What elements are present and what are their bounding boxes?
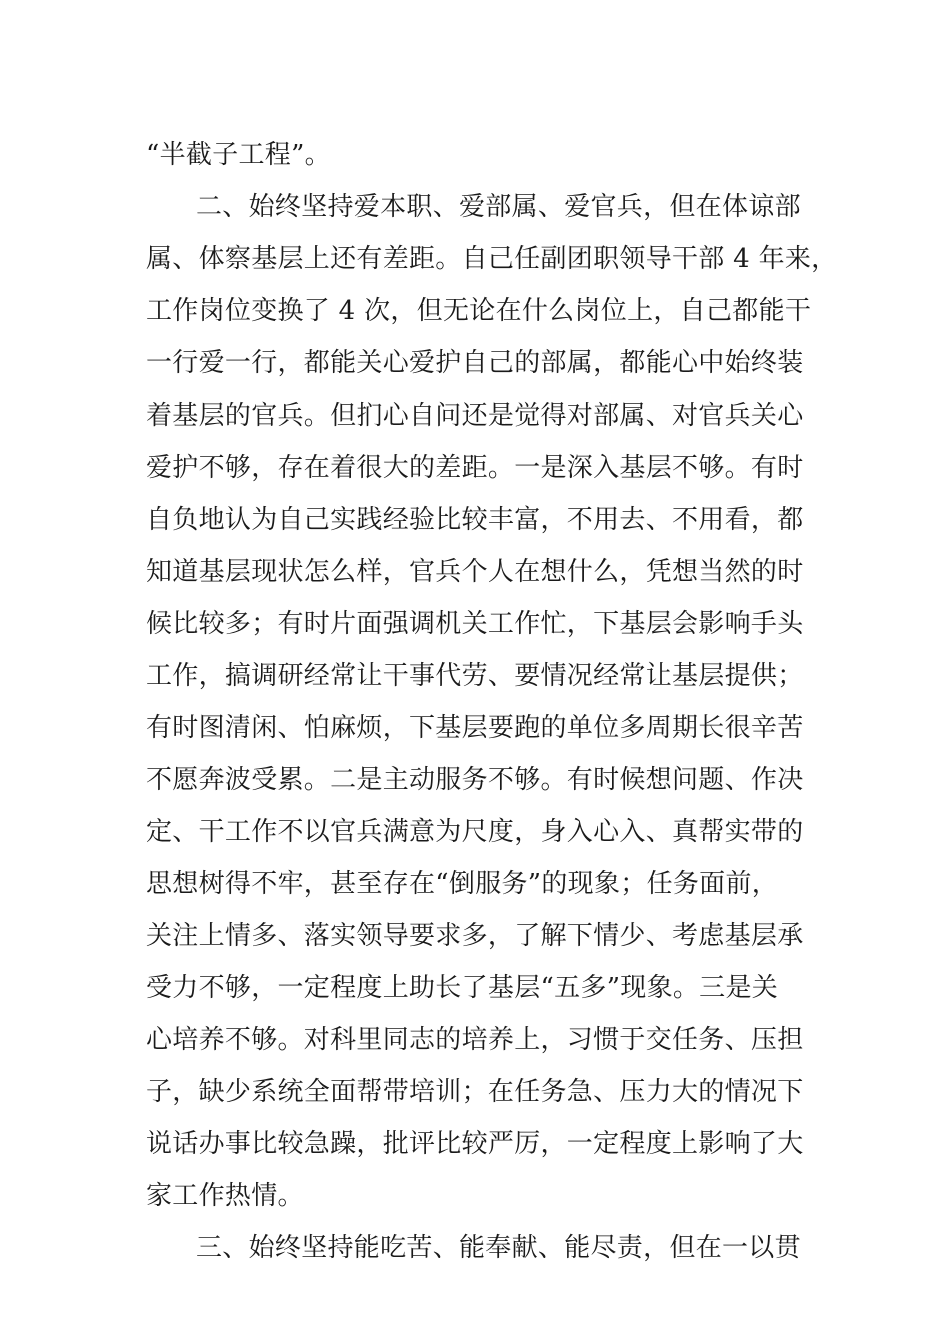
text-line: 工作岗位变换了 4 次，但无论在什么岗位上，自己都能干	[146, 296, 812, 326]
text-line: 受力不够，一定程度上助长了基层“五多”现象。三是关	[146, 973, 779, 1003]
text-line: 不愿奔波受累。二是主动服务不够。有时候想问题、作决	[146, 765, 804, 795]
text-line: 候比较多；有时片面强调机关工作忙，下基层会影响手头	[146, 609, 804, 639]
text-line: 着基层的官兵。但扪心自问还是觉得对部属、对官兵关心	[146, 401, 804, 431]
text-line: 子，缺少系统全面帮带培训；在任务急、压力大的情况下	[146, 1077, 804, 1107]
text-line: 一行爱一行，都能关心爱护自己的部属，都能心中始终装	[146, 348, 804, 378]
text-line: 自负地认为自己实践经验比较丰富，不用去、不用看，都	[146, 505, 804, 535]
text-line: 心培养不够。对科里同志的培养上，习惯于交任务、压担	[146, 1025, 804, 1055]
text-line: 知道基层现状怎么样，官兵个人在想什么，凭想当然的时	[146, 557, 804, 587]
text-line: 说话办事比较急躁，批评比较严厉，一定程度上影响了大	[146, 1129, 804, 1159]
text-line: “半截子工程”。	[146, 140, 331, 170]
paragraph-2-first-line: 二、始终坚持爱本职、爱部属、爱官兵，但在体谅部	[196, 192, 801, 222]
text-line: 定、干工作不以官兵满意为尺度，身入心入、真帮实带的	[146, 817, 804, 847]
text-line: 工作，搞调研经常让干事代劳、要情况经常让基层提供；	[146, 661, 804, 691]
text-line: 有时图清闲、怕麻烦，下基层要跑的单位多周期长很辛苦	[146, 713, 804, 743]
text-line: 家工作热情。	[146, 1181, 304, 1211]
text-line: 爱护不够，存在着很大的差距。一是深入基层不够。有时	[146, 453, 804, 483]
text-line: 属、体察基层上还有差距。自己任副团职领导干部 4 年来，	[146, 244, 838, 274]
paragraph-3-first-line: 三、始终坚持能吃苦、能奉献、能尽责，但在一以贯	[196, 1233, 801, 1263]
text-line: 关注上情多、落实领导要求多，了解下情少、考虑基层承	[146, 921, 804, 951]
text-line: 思想树得不牢，甚至存在“倒服务”的现象；任务面前，	[146, 869, 779, 899]
